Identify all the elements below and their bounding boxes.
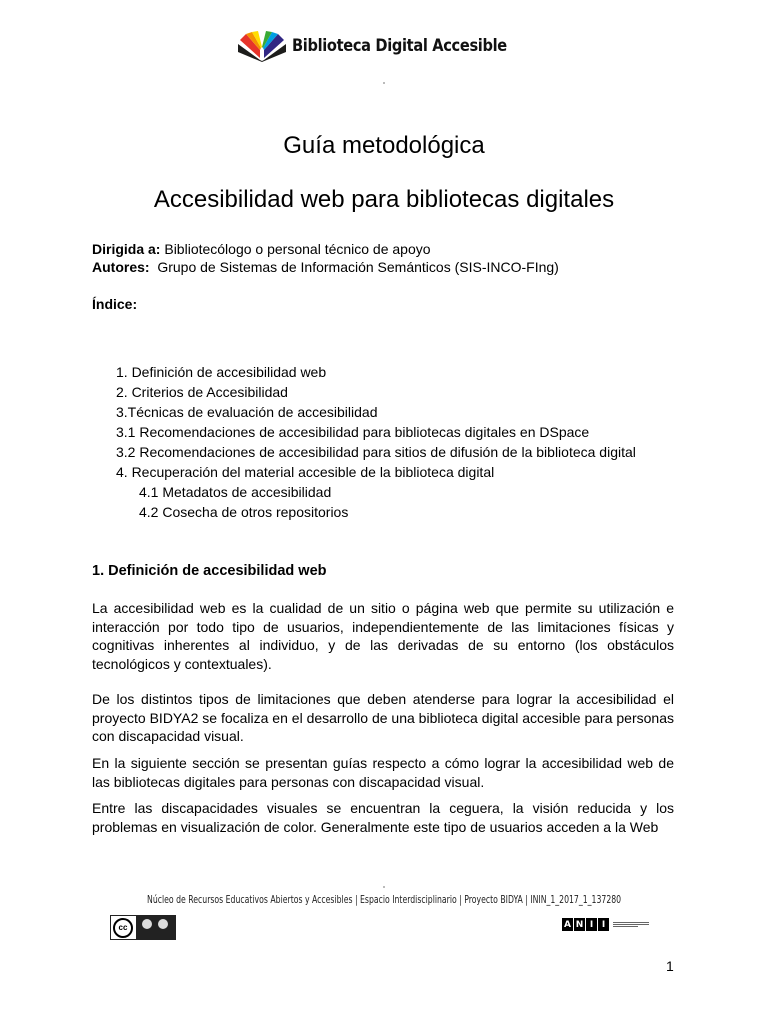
anii-letter: I <box>598 918 609 931</box>
table-of-contents <box>116 362 636 522</box>
toc-item: 3.1 Recomendaciones de accesibilidad para bibliotecas digitales en DSpace <box>116 424 590 440</box>
decorative-dot <box>383 82 385 84</box>
toc-item: 4. Recuperación del material accesible de la biblioteca digital <box>116 464 495 480</box>
audience-line <box>92 240 559 258</box>
page-number: 1 <box>666 958 674 974</box>
toc-subitem: 4.1 Metadatos de accesibilidad <box>139 484 332 500</box>
paragraph: En la siguiente sección se presentan guías respecto a cómo lograr la accesibilidad web de las bibliotecas digitales para personas con discapacidad visual. <box>92 755 674 790</box>
creative-commons-badge <box>110 915 176 940</box>
cc-by-sa-icons <box>136 916 175 939</box>
paragraph: De los distintos tipos de limitaciones que deben atenderse para lograr la accesibilidad el proyecto BIDYA2 se focaliza en el desarrollo de una biblioteca digital accesible para personas con discapacidad visual. <box>92 691 674 744</box>
cc-icon: cc <box>113 918 133 938</box>
anii-letter: I <box>586 918 597 931</box>
document-subtitle: Accesibilidad web para bibliotecas digitales <box>153 186 615 213</box>
footer-text: Núcleo de Recursos Educativos Abiertos y Accesibles | Espacio Interdisciplinario | Proyecto BIDYA | ININ_1_2017_1_137280 <box>146 894 622 906</box>
paragraph: La accesibilidad web es la cualidad de un sitio o página web que permite su utilización e interacción por todo tipo de usuarios, independientemente de las limitaciones físicas y cognitivas inherentes al individuo, y de las derivadas de su entorno (los obstáculos tecnológicos y contextuales). <box>92 600 674 672</box>
audience-value: Bibliotecólogo o personal técnico de apoyo <box>160 241 431 257</box>
paragraph: Entre las discapacidades visuales se encuentran la ceguera, la visión reducida y los problemas en visualización de color. Generalmente este tipo de usuarios acceden a la Web <box>92 800 674 835</box>
toc-item: 3.Técnicas de evaluación de accesibilidad <box>116 404 378 420</box>
toc-item: 3.2 Recomendaciones de accesibilidad para sitios de difusión de la biblioteca digital <box>116 444 636 460</box>
anii-fine-print-icon <box>613 921 649 928</box>
authors-line <box>92 258 559 276</box>
anii-letter: N <box>575 919 584 930</box>
section-heading: 1. Definición de accesibilidad web <box>92 563 327 579</box>
decorative-dot <box>383 886 385 888</box>
index-heading: Índice: <box>92 296 138 312</box>
toc-item: 1. Definición de accesibilidad web <box>116 364 327 380</box>
anii-letter: A <box>562 918 573 931</box>
anii-logo <box>562 918 649 931</box>
authors-label: Autores: <box>92 259 150 275</box>
open-book-logo-icon <box>236 30 288 62</box>
audience-label: Dirigida a: <box>92 241 161 257</box>
document-title: Guía metodológica <box>283 132 485 159</box>
toc-subitem: 4.2 Cosecha de otros repositorios <box>139 504 349 520</box>
library-logo <box>236 30 542 62</box>
logo-text: Biblioteca Digital Accesible <box>292 36 507 56</box>
document-meta <box>92 240 559 276</box>
authors-value: Grupo de Sistemas de Información Semánticos (SIS-INCO-FIng) <box>149 259 559 275</box>
toc-item: 2. Criterios de Accesibilidad <box>116 384 288 400</box>
